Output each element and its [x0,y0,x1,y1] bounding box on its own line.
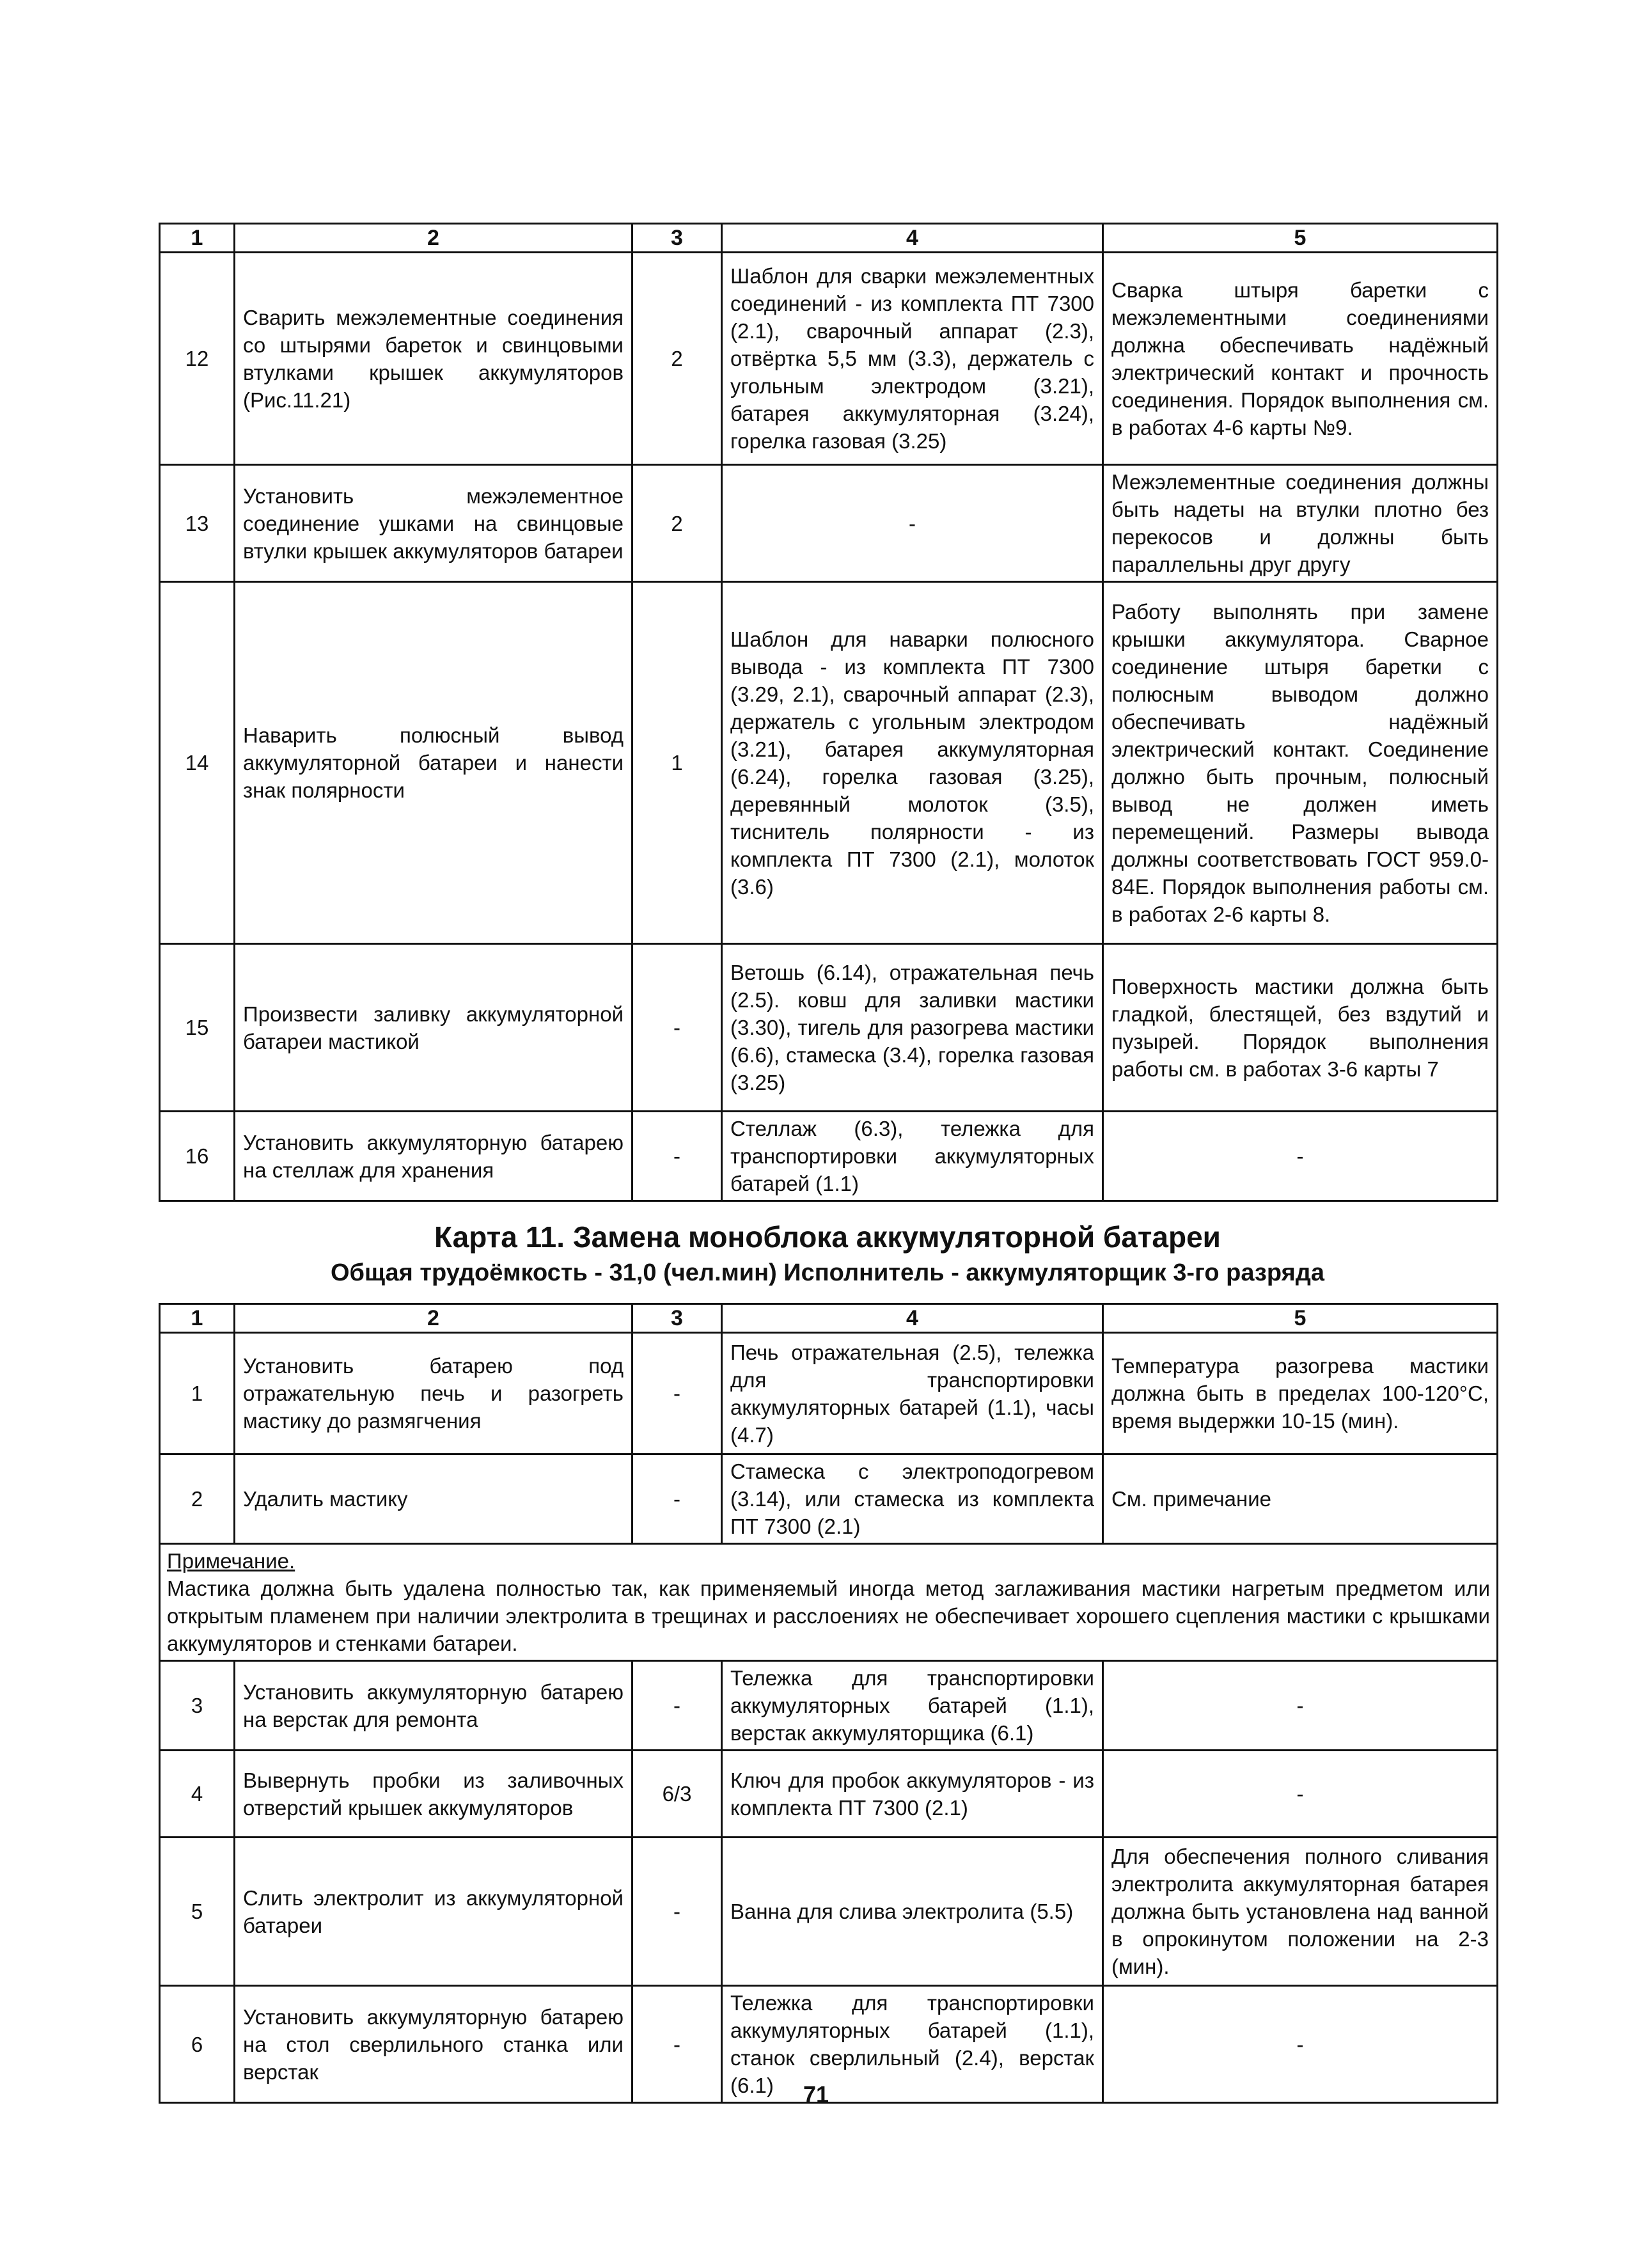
table-row [160,1661,1498,1751]
tools-cell: Стамеска с электроподогревом (3.14), или стамеска из комплекта ПТ 7300 (2.1) [722,1454,1103,1544]
note-cell [160,1544,1498,1661]
header-cell: 5 [1103,224,1498,253]
table-row [160,1454,1498,1544]
table-row [160,582,1498,944]
requirements-cell: - [1103,1661,1498,1751]
requirements-cell: - [1103,1112,1498,1201]
time-cell: - [632,1661,722,1751]
operation-cell: Установить межэлементное соединение ушками на свинцовые втулки крышек аккумуляторов батареи [235,465,632,582]
table-header-row [160,1304,1498,1333]
header-cell: 1 [160,224,235,253]
operation-cell: Установить аккумуляторную батарею на стеллаж для хранения [235,1112,632,1201]
table-row [160,465,1498,582]
requirements-cell: Межэлементные соединения должны быть надеты на втулки плотно без перекосов и должны быть параллельны друг другу [1103,465,1498,582]
note-row [160,1544,1498,1661]
tools-cell: Ключ для пробок аккумуляторов - из комплекта ПТ 7300 (2.1) [722,1751,1103,1838]
requirements-cell: Поверхность мастики должна быть гладкой, блестящей, без вздутий и пузырей. Порядок выполнения работы см. в работах 3-6 карты 7 [1103,944,1498,1112]
tools-cell: Ванна для слива электролита (5.5) [722,1838,1103,1986]
time-cell: 2 [632,253,722,465]
bottom-table [159,1303,1498,2104]
time-cell: 2 [632,465,722,582]
time-cell: - [632,944,722,1112]
row-number: 6 [160,1986,235,2103]
time-cell: 6/3 [632,1751,722,1838]
tools-cell: Тележка для транспортировки аккумуляторных батарей (1.1), станок сверлильный (2.4), верстак (6.1) [722,1986,1103,2103]
note-text: Мастика должна быть удалена полностью так, как применяемый иногда метод заглаживания мастики нагретым предметом или открытым пламенем при наличии электролита в трещинах и расслоениях не обеспечивает хорошего сцепления мастики с крышками аккумуляторов и стенками батареи. [167,1577,1490,1655]
header-cell: 4 [722,1304,1103,1333]
requirements-cell: Для обеспечения полного сливания электролита аккумуляторная батарея должна быть установлена над ванной в опрокинутом положении на 2-3 (мин). [1103,1838,1498,1986]
time-cell: - [632,1986,722,2103]
table-row [160,944,1498,1112]
requirements-cell: См. примечание [1103,1454,1498,1544]
row-number: 16 [160,1112,235,1201]
operation-cell: Установить аккумуляторную батарею на верстак для ремонта [235,1661,632,1751]
row-number: 2 [160,1454,235,1544]
operation-cell: Произвести заливку аккумуляторной батареи мастикой [235,944,632,1112]
table-row [160,1333,1498,1454]
operation-cell: Удалить мастику [235,1454,632,1544]
table-row [160,1751,1498,1838]
requirements-cell: - [1103,1751,1498,1838]
operation-cell: Наварить полюсный вывод аккумуляторной батареи и нанести знак полярности [235,582,632,944]
table-row [160,1112,1498,1201]
header-cell: 2 [235,1304,632,1333]
time-cell: - [632,1333,722,1454]
time-cell: - [632,1454,722,1544]
card-subtitle: Общая трудоёмкость - 31,0 (чел.мин) Исполнитель - аккумуляторщик 3-го разряда [330,1259,1325,1286]
top-table [159,223,1498,1202]
row-number: 15 [160,944,235,1112]
tools-cell: Ветошь (6.14), отражательная печь (2.5). ковш для заливки мастики (3.30), тигель для разогрева мастики (6.6), стамеска (3.4), горелка газовая (3.25) [722,944,1103,1112]
requirements-cell: Работу выполнять при замене крышки аккумулятора. Сварное соединение штыря баретки с полюсным выводом должно обеспечивать надёжный электрический контакт. Соединение должно быть прочным, полюсный вывод не должен иметь перемещений. Размеры вывода должны соответствовать ГОСТ 959.0-84Е. Порядок выполнения работы см. в работах 2-6 карты 8. [1103,582,1498,944]
time-cell: - [632,1112,722,1201]
header-cell: 3 [632,224,722,253]
header-cell: 5 [1103,1304,1498,1333]
table-header-row [160,224,1498,253]
requirements-cell: Температура разогрева мастики должна быть в пределах 100-120°С, время выдержки 10-15 (мин). [1103,1333,1498,1454]
operation-cell: Установить батарею под отражательную печь и разогреть мастику до размягчения [235,1333,632,1454]
document-page [159,223,1496,2104]
table-row [160,253,1498,465]
page-number: 71 [803,2081,829,2107]
note-label: Примечание. [167,1549,295,1573]
row-number: 13 [160,465,235,582]
tools-cell: Шаблон для сварки межэлементных соединений - из комплекта ПТ 7300 (2.1), сварочный аппарат (2.3), отвёртка 5,5 мм (3.3), держатель с угольным электродом (3.21), батарея аккумуляторная (3.24), горелка газовая (3.25) [722,253,1103,465]
row-number: 12 [160,253,235,465]
tools-cell: Тележка для транспортировки аккумуляторных батарей (1.1), верстак аккумуляторщика (6.1) [722,1661,1103,1751]
operation-cell: Слить электролит из аккумуляторной батареи [235,1838,632,1986]
header-cell: 3 [632,1304,722,1333]
row-number: 4 [160,1751,235,1838]
table-row [160,1838,1498,1986]
tools-cell: - [722,465,1103,582]
time-cell: 1 [632,582,722,944]
tools-cell: Печь отражательная (2.5), тележка для транспортировки аккумуляторных батарей (1.1), часы (4.7) [722,1333,1103,1454]
header-cell: 2 [235,224,632,253]
header-cell: 4 [722,224,1103,253]
row-number: 14 [160,582,235,944]
time-cell: - [632,1838,722,1986]
operation-cell: Установить аккумуляторную батарею на стол сверлильного станка или верстак [235,1986,632,2103]
card-title: Карта 11. Замена моноблока аккумуляторной батареи [434,1220,1221,1254]
tools-cell: Стеллаж (6.3), тележка для транспортировки аккумуляторных батарей (1.1) [722,1112,1103,1201]
row-number: 5 [160,1838,235,1986]
tools-cell: Шаблон для наварки полюсного вывода - из комплекта ПТ 7300 (3.29, 2.1), сварочный аппарат (2.3), держатель с угольным электродом (3.21), батарея аккумуляторная (6.24), горелка газовая (3.25), деревянный молоток (3.5), тиснитель полярности - из комплекта ПТ 7300 (2.1), молоток (3.6) [722,582,1103,944]
requirements-cell: - [1103,1986,1498,2103]
operation-cell: Вывернуть пробки из заливочных отверстий крышек аккумуляторов [235,1751,632,1838]
row-number: 3 [160,1661,235,1751]
operation-cell: Сварить межэлементные соединения со штырями бареток и свинцовыми втулками крышек аккумуляторов (Рис.11.21) [235,253,632,465]
header-cell: 1 [160,1304,235,1333]
requirements-cell: Сварка штыря баретки с межэлементными соединениями должна обеспечивать надёжный электрический контакт и прочность соединения. Порядок выполнения см. в работах 4-6 карты №9. [1103,253,1498,465]
row-number: 1 [160,1333,235,1454]
